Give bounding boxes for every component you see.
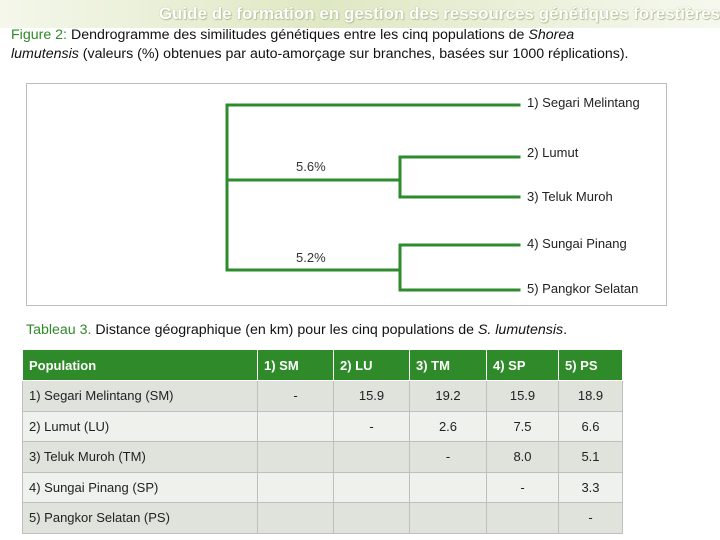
row-name: 3) Teluk Muroh (TM) bbox=[23, 442, 258, 473]
species-epithet: lumutensis bbox=[11, 45, 79, 62]
leaf-label-5: 5) Pangkor Selatan bbox=[527, 281, 639, 296]
table-row bbox=[23, 472, 623, 503]
distance-table-wrapper bbox=[22, 349, 623, 534]
row-name: 5) Pangkor Selatan (PS) bbox=[23, 503, 258, 534]
table-label: Tableau 3. bbox=[26, 322, 92, 338]
bootstrap-value-b: 5.2% bbox=[296, 250, 326, 265]
cell: 2.6 bbox=[410, 411, 487, 442]
cell: 7.5 bbox=[487, 411, 559, 442]
bootstrap-value-a: 5.6% bbox=[296, 159, 326, 174]
table-row bbox=[23, 411, 623, 442]
cell: 15.9 bbox=[487, 381, 559, 412]
cell bbox=[334, 503, 410, 534]
cell: - bbox=[410, 442, 487, 473]
table-row bbox=[23, 381, 623, 412]
row-name: 4) Sungai Pinang (SP) bbox=[23, 472, 258, 503]
cell bbox=[258, 472, 334, 503]
row-name: 2) Lumut (LU) bbox=[23, 411, 258, 442]
table-row bbox=[23, 503, 623, 534]
cell: - bbox=[487, 472, 559, 503]
header-lu: 2) LU bbox=[334, 350, 410, 381]
cell: 6.6 bbox=[559, 411, 623, 442]
cell bbox=[258, 442, 334, 473]
cell: - bbox=[258, 381, 334, 412]
header-population: Population bbox=[23, 350, 258, 381]
cell: 8.0 bbox=[487, 442, 559, 473]
cell: 5.1 bbox=[559, 442, 623, 473]
cell bbox=[410, 503, 487, 534]
header-ps: 5) PS bbox=[559, 350, 623, 381]
cell bbox=[334, 472, 410, 503]
header-tm: 3) TM bbox=[410, 350, 487, 381]
cell: 18.9 bbox=[559, 381, 623, 412]
cell: 3.3 bbox=[559, 472, 623, 503]
cell bbox=[410, 472, 487, 503]
cell: 19.2 bbox=[410, 381, 487, 412]
cell: 15.9 bbox=[334, 381, 410, 412]
table-species: S. lumutensis bbox=[477, 322, 564, 338]
header-sm: 1) SM bbox=[258, 350, 334, 381]
cell: - bbox=[559, 503, 623, 534]
table-caption-end: . bbox=[563, 322, 568, 338]
table-caption-main: Distance géographique (en km) pour les cinq populations de bbox=[91, 322, 478, 338]
cell bbox=[258, 411, 334, 442]
leaf-label-1: 1) Segari Melintang bbox=[527, 95, 640, 110]
leaf-label-2: 2) Lumut bbox=[527, 145, 579, 160]
table-caption bbox=[26, 322, 567, 338]
header-sp: 4) SP bbox=[487, 350, 559, 381]
dendrogram bbox=[26, 83, 667, 306]
cell bbox=[334, 442, 410, 473]
distance-table bbox=[22, 349, 623, 534]
slide-title: Guide de formation en gestion des ressources génétiques forestières bbox=[158, 4, 720, 23]
cell bbox=[487, 503, 559, 534]
figure-caption-main: Dendrogramme des similitudes génétiques entre les cinq populations de bbox=[67, 27, 529, 43]
cell bbox=[258, 503, 334, 534]
figure-caption bbox=[11, 26, 711, 63]
leaf-label-4: 4) Sungai Pinang bbox=[527, 236, 627, 251]
row-name: 1) Segari Melintang (SM) bbox=[23, 381, 258, 412]
table-header-row bbox=[23, 350, 623, 381]
figure-label: Figure 2: bbox=[11, 27, 67, 43]
species-genus: Shorea bbox=[528, 27, 575, 43]
figure-caption-end: (valeurs (%) obtenues par auto-amorçage sur branches, basées sur 1000 réplications). bbox=[78, 45, 629, 62]
table-row bbox=[23, 442, 623, 473]
cell: - bbox=[334, 411, 410, 442]
leaf-label-3: 3) Teluk Muroh bbox=[527, 189, 613, 204]
